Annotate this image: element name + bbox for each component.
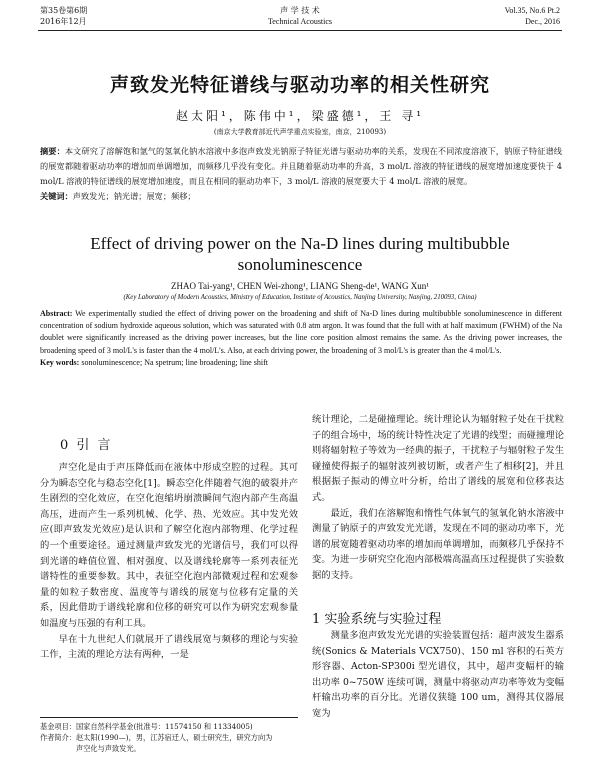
authors-en: ZHAO Tai-yang¹, CHEN Wei-zhong¹, LIANG Sheng-de¹, WANG Xun¹	[171, 281, 429, 291]
section-0-heading: 0 引 言	[60, 438, 113, 453]
right-column-body-bottom	[312, 628, 564, 722]
abstract-cn-label: 摘要：	[40, 146, 65, 156]
header-volume-en: Vol.35, No.6 Pt.2	[504, 6, 560, 15]
footnote-author: 作者简介：赵太阳(1990—)，男，江苏宿迁人，硕士研究生，研究方向为	[40, 733, 273, 742]
section-1-heading: 1 实验系统与实验过程	[312, 612, 442, 627]
abstract-en	[40, 308, 562, 369]
keywords-en-label: Key words:	[40, 357, 80, 367]
authors-cn: 赵太阳¹，陈伟中¹，梁盛德¹，王 寻¹	[175, 109, 425, 123]
footnote	[40, 721, 302, 754]
header-volume-cn: 第35卷第6期	[40, 6, 88, 15]
paragraph-setup: 测量多泡声致发光光谱的实验装置包括：超声波发生器系统(Sonics & Materials VCX750)、150 ml 容积的石英方形容器、Acton-SP300i 型光谱仪，其中，超声变幅杆的输出功率 0~750W 连续可调，测量中将驱动声功率等效为变幅杆输出功率的百分比。光谱仪狭缝 100 um，测得其仪器展宽为	[312, 630, 564, 719]
left-column-body	[40, 460, 298, 663]
header-journal-en: Technical Acoustics	[267, 17, 333, 26]
paragraph-theory: 统计理论，二是碰撞理论。统计理论认为辐射粒子处在干扰粒子的组合场中，场的统计特性决定了光谱的线型；而碰撞理论则将辐射粒子等效为一经典的振子，干扰粒子与辐射粒子发生碰撞使得振子的辐射波列被切断，或者产生了相移[2]，并且根据振子振动的傅立叶分析，给出了谱线的展宽和位移表达式。	[312, 414, 564, 503]
keywords-cn: 声致发光；钠光谱；展宽；频移；	[72, 191, 196, 201]
header-date-en: Dec., 2016	[525, 17, 560, 26]
paragraph-intro-2: 早在十九世纪人们就展开了谱线展宽与频移的理论与实验工作，主流的理论方法有两种，一是	[40, 633, 298, 661]
header-journal-cn: 声 学 技 术	[280, 6, 320, 15]
paragraph-intro-1: 声空化是由于声压降低而在液体中形成空腔的过程。其可分为瞬态空化与稳态空化[1]。瞬态空化伴随着气泡的破裂并产生剧烈的空化效应，在空化泡缩坍崩溃瞬间气泡内部产生高温高压，进而产生一系列机械、化学、热、光效应。其中发光效应(即声致发光效应)是认识和了解空化泡内部物理、化学过程的一个重要途径。通过测量声致发光的光谱信号，我们可以得到光谱的峰值位置、相对强度、以及谱线轮廓等一系列表征光谱特性的重要参数。其中，表征空化泡内部微观过程和宏观参量的如粒子数密度、温度等与谱线的展宽与位移有定量的关系，因此借助于谱线轮廓和位移的研究可以作为研究宏观参量如温度与压强的有利工具。	[40, 462, 298, 629]
right-column-body-top	[312, 412, 564, 584]
footnote-rule	[40, 717, 298, 718]
abstract-en-label: Abstract:	[40, 309, 73, 318]
paragraph-recent: 最近，我们在溶解饱和惰性气体氧气的氢氧化钠水溶液中测量了钠原子的声致发光光谱，发现在不同的驱动功率下，光谱的展宽随着驱动功率的增加而单调增加，而频移几乎保持不变。为进一步研究空化泡内部极端高温高压过程提供了实验数据的支持。	[312, 507, 564, 581]
affiliation-cn: (南京大学教育部近代声学重点实验室，南京，210093)	[213, 128, 387, 136]
footnote-author-cont: 声空化与声致发光。	[76, 744, 141, 753]
abstract-cn	[40, 144, 562, 204]
affiliation-en: (Key Laboratory of Modern Acoustics, Ministry of Education, Institute of Acoustics, Nanjing University, Nanjing, 210093, China)	[123, 294, 477, 301]
footnote-funding: 基金项目：国家自然科学基金(批准号：11574150 和 11334005)	[40, 722, 253, 731]
keywords-cn-label: 关键词：	[40, 191, 73, 201]
abstract-en-text: We experimentally studied the effect of driving power on the broadening and shift of Na-D lines during multibubble sonoluminescence in different concentration of sodium hydroxide aqueous solution, which was saturated with 0.8 atm argon. It was found that the full with at half maximum (FWHM) of the Na doublet were significantly increased as the driving power increases, but the line core position almost remains the same. As the driving power increases, the broadening speed of 3 mol/L's is faster than the 4 mol/L's. Also, at each driving power, the broadening of 3 mol/L's is greater than the 4 mol/L's.	[40, 309, 562, 355]
abstract-cn-text: 本文研究了溶解饱和氩气的氢氧化钠水溶液中多泡声致发光钠原子特征光谱与驱动功率的关系，发现在不同浓度溶液下，钠原子特征谱线的展宽都随着驱动功率的增加而单调增加，而频移几乎没有变化。并且随着驱动功率的升高，3 mol/L 溶液的特征谱线的展宽增加速度要快于 4 mol/L 溶液的特征谱线的展宽增加速度，而且在相同的驱动功率下，3 mol/L 溶液的展宽要大于 4 mol/L 溶液的展宽。	[40, 146, 562, 186]
paper-title-en: Effect of driving power on the Na-D lines during multibubble sonoluminescence	[90, 234, 510, 274]
header-date-cn: 2016年12月	[40, 17, 87, 26]
paper-title-cn: 声致发光特征谱线与驱动功率的相关性研究	[109, 74, 490, 96]
keywords-en: sonoluminescence; Na spetrum; line broadening; line shift	[81, 357, 268, 367]
header-rule	[38, 30, 562, 31]
